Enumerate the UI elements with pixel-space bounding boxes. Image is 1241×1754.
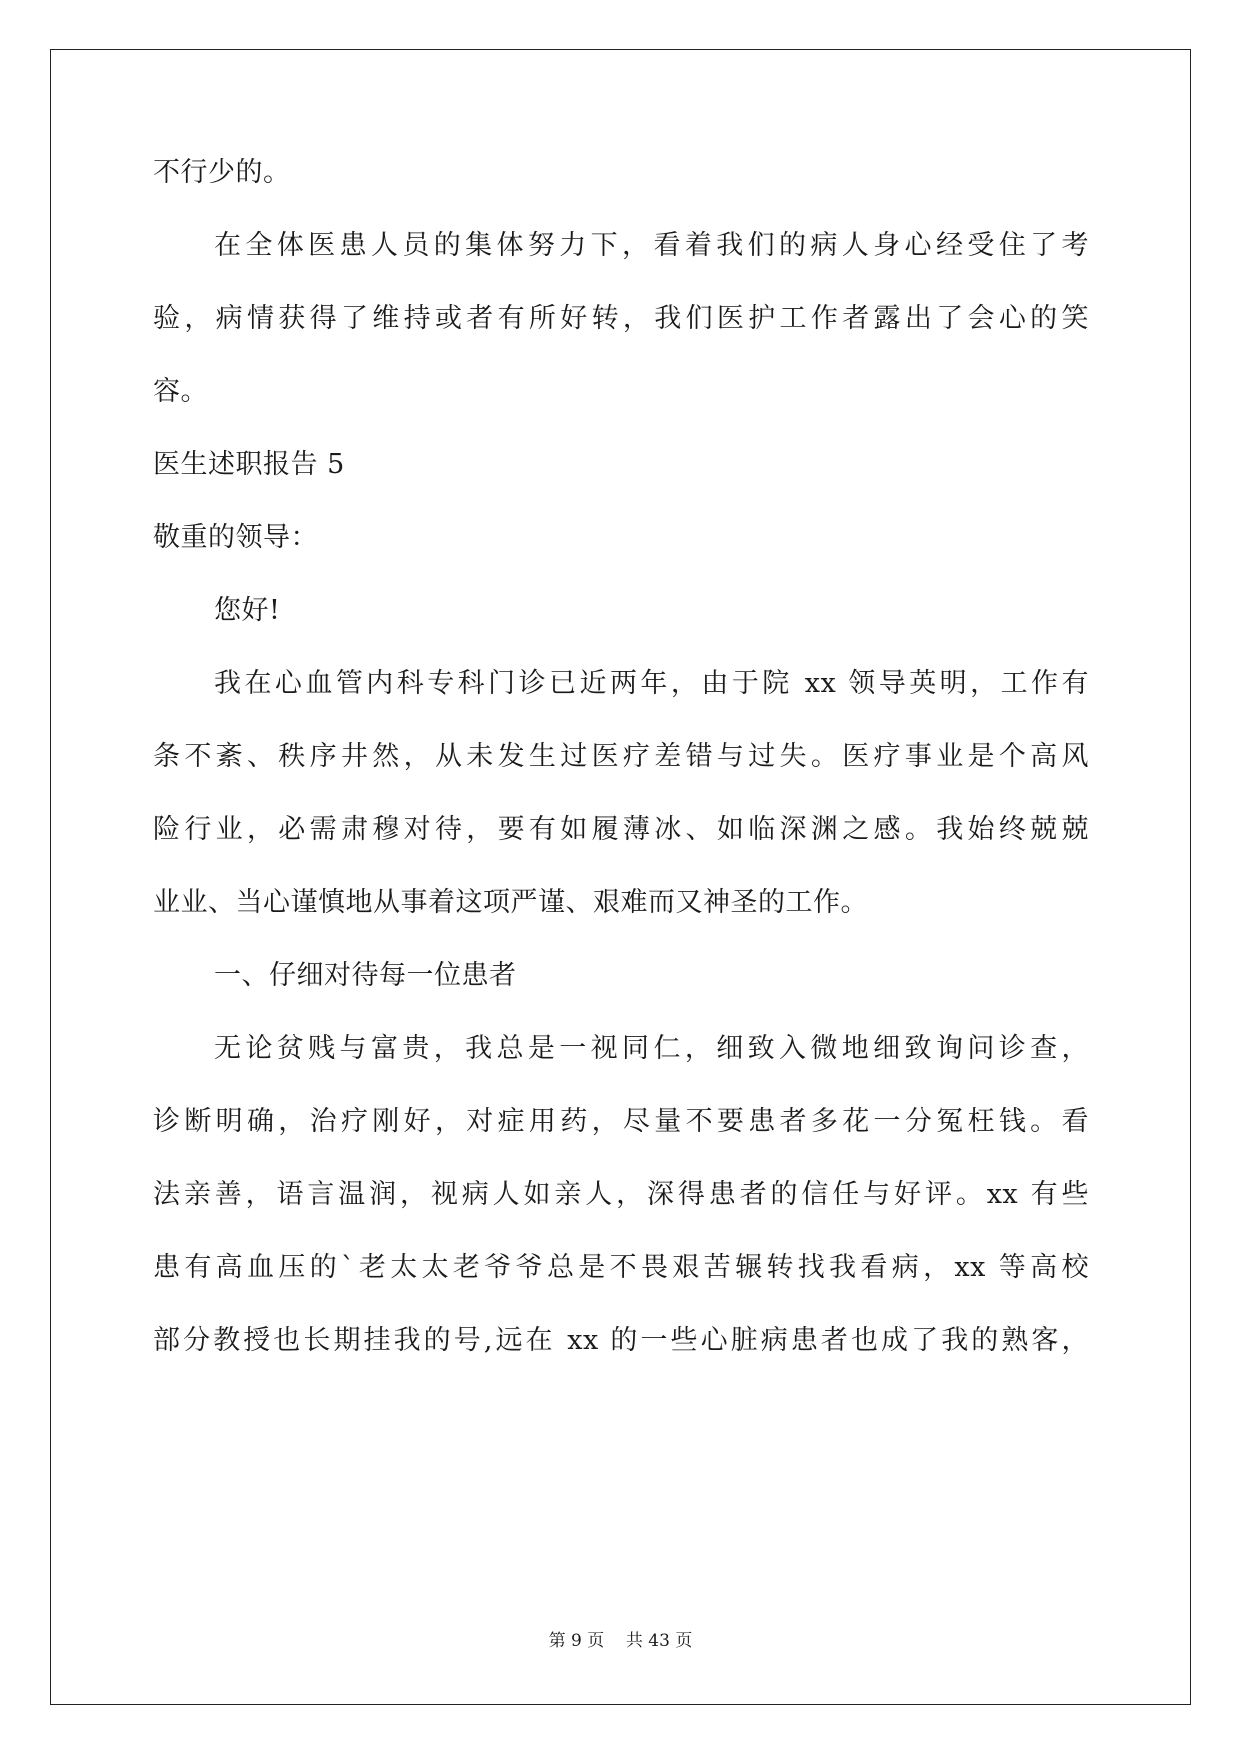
text-line: 条不紊、秩序井然，从未发生过医疗差错与过失。医疗事业是个高风 bbox=[153, 741, 1089, 772]
text-line: 验，病情获得了维持或者有所好转，我们医护工作者露出了会心的笑 bbox=[153, 303, 1089, 334]
section-heading: 医生述职报告 5 bbox=[153, 449, 345, 480]
text-line: 险行业，必需肃穆对待，要有如履薄冰、如临深渊之感。我始终兢兢 bbox=[153, 814, 1089, 845]
text-line: 患有高血压的`老太太老爷爷总是不畏艰苦辗转找我看病，xx 等高校 bbox=[153, 1252, 1089, 1283]
text-line: 容。 bbox=[153, 376, 208, 407]
page-number-footer: 第 9 页 共 43 页 bbox=[548, 1631, 693, 1651]
greeting: 您好! bbox=[214, 595, 281, 626]
text-line: 诊断明确，治疗刚好，对症用药，尽量不要患者多花一分冤枉钱。看 bbox=[153, 1106, 1089, 1137]
text-line: 不行少的。 bbox=[153, 157, 291, 188]
text-line: 法亲善，语言温润，视病人如亲人，深得患者的信任与好评。xx 有些 bbox=[153, 1179, 1089, 1210]
text-line: 在全体医患人员的集体努力下，看着我们的病人身心经受住了考 bbox=[214, 230, 1089, 261]
subsection-heading: 一、仔细对待每一位患者 bbox=[214, 960, 517, 991]
text-line: 部分教授也长期挂我的号,远在 xx 的一些心脏病患者也成了我的熟客， bbox=[153, 1325, 1089, 1356]
text-line: 我在心血管内科专科门诊已近两年，由于院 xx 领导英明，工作有 bbox=[214, 668, 1089, 699]
page-border bbox=[50, 49, 1191, 1705]
text-line: 业业、当心谨慎地从事着这项严谨、艰难而又神圣的工作。 bbox=[153, 887, 868, 918]
text-line: 无论贫贱与富贵，我总是一视同仁，细致入微地细致询问诊查， bbox=[214, 1033, 1089, 1064]
salutation: 敬重的领导： bbox=[153, 522, 318, 553]
